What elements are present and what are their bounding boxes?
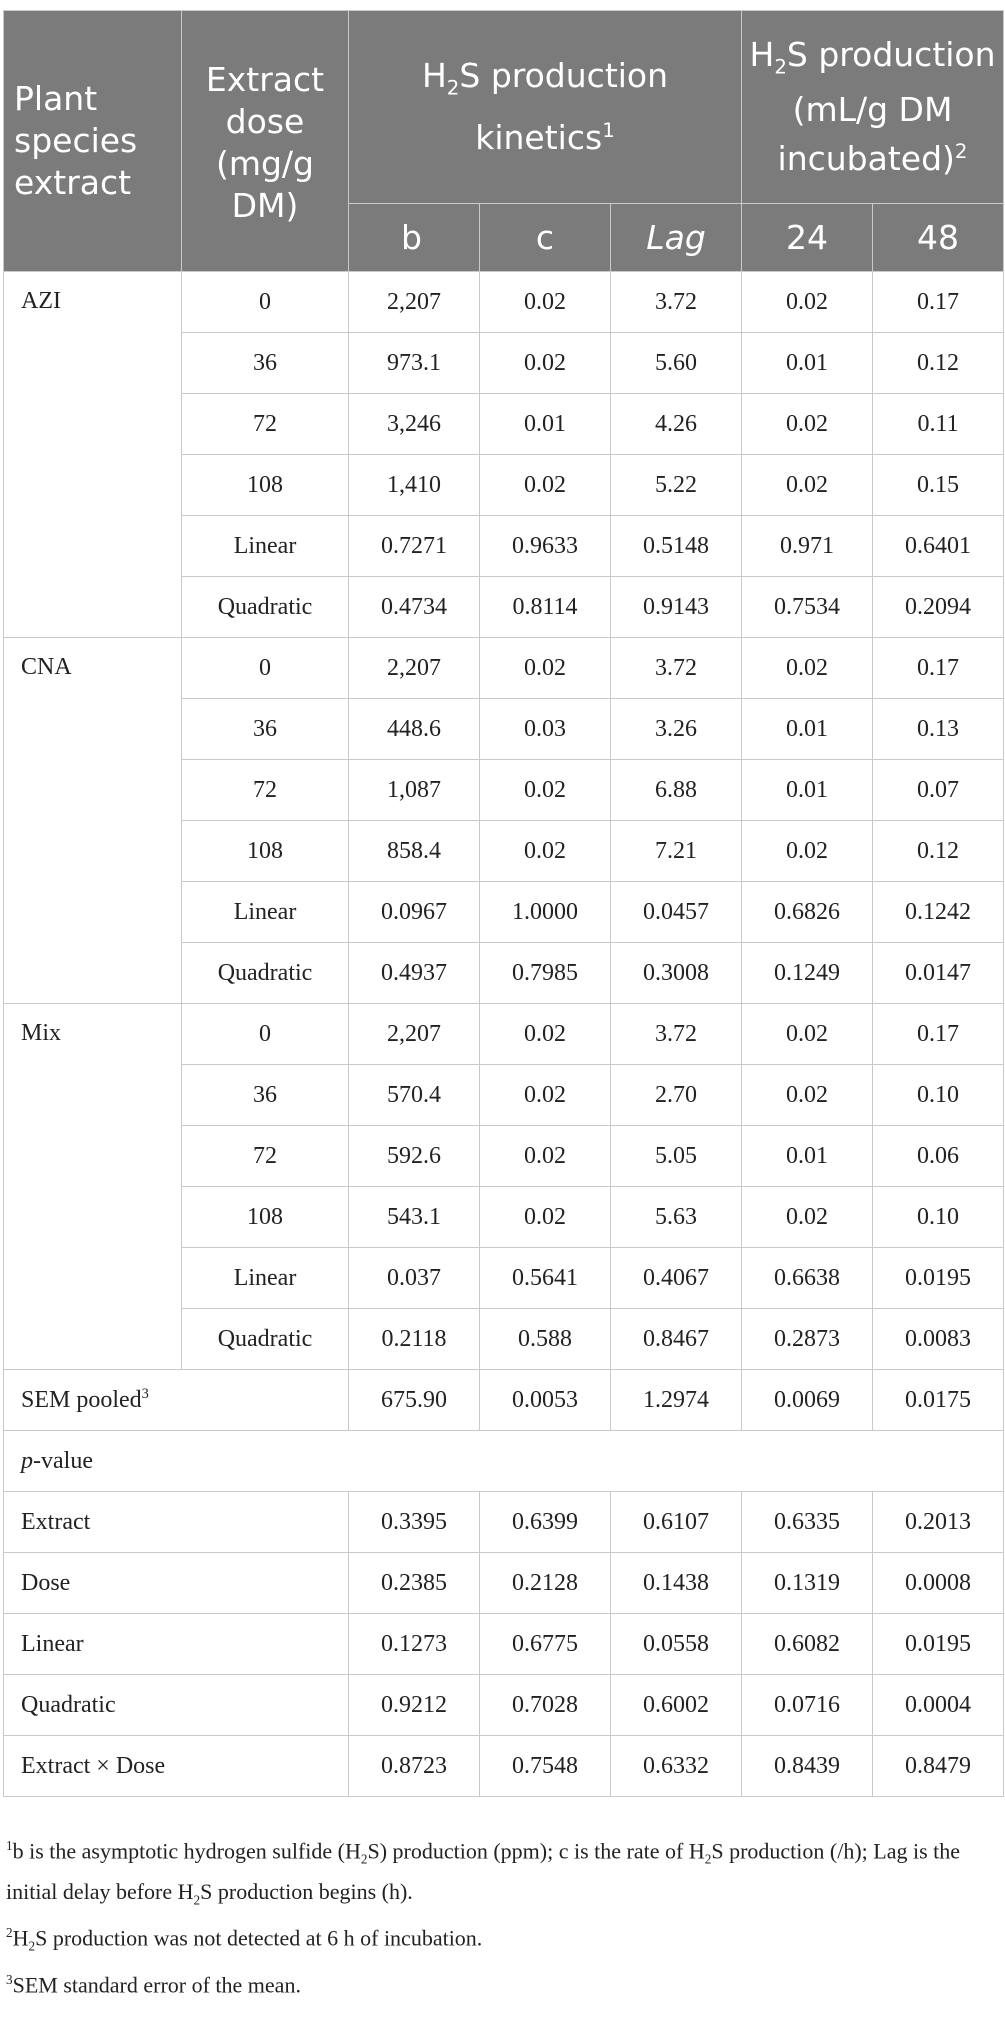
value-cell: 0.9143 [611, 577, 742, 638]
value-cell: 2,207 [349, 638, 480, 699]
value-cell: 858.4 [349, 821, 480, 882]
value-cell: 0.01 [742, 760, 873, 821]
value-cell: 3.72 [611, 1004, 742, 1065]
group-label: CNA [4, 638, 182, 1004]
value-cell: 5.05 [611, 1126, 742, 1187]
value-cell: 0.02 [742, 1065, 873, 1126]
value-cell: 0.7271 [349, 516, 480, 577]
effect-label: Extract [4, 1492, 349, 1553]
value-cell: 0.6335 [742, 1492, 873, 1553]
table-row [4, 1492, 1004, 1553]
value-cell: 0.7548 [480, 1736, 611, 1797]
sem-label-text: SEM pooled [21, 1387, 142, 1413]
value-cell: 0.0716 [742, 1675, 873, 1736]
value-cell: 0.4734 [349, 577, 480, 638]
value-cell: 0.037 [349, 1248, 480, 1309]
value-cell: 0.02 [480, 333, 611, 394]
value-cell: 5.22 [611, 455, 742, 516]
value-cell: 0.7028 [480, 1675, 611, 1736]
table-row [4, 272, 1004, 333]
dose-cell: Quadratic [182, 943, 349, 1004]
value-cell: 0.01 [742, 333, 873, 394]
dose-cell: Linear [182, 516, 349, 577]
value-cell: 1.0000 [480, 882, 611, 943]
value-cell: 0.02 [742, 638, 873, 699]
value-cell: 0.9212 [349, 1675, 480, 1736]
value-cell: 0.17 [873, 638, 1004, 699]
value-cell: 0.17 [873, 1004, 1004, 1065]
value-cell: 3.26 [611, 699, 742, 760]
header-production: $H_2S$ production (mL/g DM incubated)$^2$ [742, 11, 1004, 204]
value-cell: 1,410 [349, 455, 480, 516]
value-cell: 2.70 [611, 1065, 742, 1126]
value-cell: 0.9633 [480, 516, 611, 577]
value-cell: 592.6 [349, 1126, 480, 1187]
pvalue-italic: p [21, 1447, 33, 1474]
value-cell: 0.8467 [611, 1309, 742, 1370]
table-row [4, 1736, 1004, 1797]
footnote-1: $^1$b is the asymptotic hydrogen sulfide $(H_2S)$ production (ppm); c is the rate of $H_2S$ production (/h); Lag is the initial delay before $H_2S$ production begins (h). [6, 1838, 961, 1908]
value-cell: 0.7534 [742, 577, 873, 638]
header-plant-species: Plant species extract [4, 11, 182, 272]
sem-sup: 3 [141, 1386, 149, 1402]
header-extract-dose: Extract dose (mg/g DM) [182, 11, 349, 272]
effect-label: Quadratic [4, 1675, 349, 1736]
value-cell: 0.01 [742, 1126, 873, 1187]
value-cell: 0.6775 [480, 1614, 611, 1675]
value-cell: 0.02 [742, 455, 873, 516]
value-cell: 0.8439 [742, 1736, 873, 1797]
value-cell: 0.1273 [349, 1614, 480, 1675]
value-cell: 0.0195 [873, 1614, 1004, 1675]
dose-cell: 108 [182, 1187, 349, 1248]
value-cell: 0.3395 [349, 1492, 480, 1553]
value-cell: 0.02 [742, 1004, 873, 1065]
value-cell: 0.8114 [480, 577, 611, 638]
table-row [4, 638, 1004, 699]
dose-cell: 36 [182, 1065, 349, 1126]
value-cell: 0.0558 [611, 1614, 742, 1675]
pvalue-rest: -value [33, 1447, 93, 1474]
value-cell: 0.17 [873, 272, 1004, 333]
value-cell: 0.0967 [349, 882, 480, 943]
header-24: 24 [742, 204, 873, 272]
footnotes [6, 1830, 1001, 2002]
group-label: Mix [4, 1004, 182, 1370]
dose-cell: Quadratic [182, 577, 349, 638]
value-cell: 5.63 [611, 1187, 742, 1248]
pvalue-label [4, 1431, 1004, 1492]
effect-label: Linear [4, 1614, 349, 1675]
value-cell: 0.10 [873, 1187, 1004, 1248]
dose-cell: 108 [182, 455, 349, 516]
table-row [4, 1553, 1004, 1614]
value-cell: 0.02 [480, 638, 611, 699]
value-cell: 3.72 [611, 638, 742, 699]
value-cell: 1.2974 [611, 1370, 742, 1431]
footnote-3: $^3$SEM standard error of the mean. [6, 1971, 301, 1998]
value-cell: 0.0083 [873, 1309, 1004, 1370]
dose-cell: Linear [182, 1248, 349, 1309]
header-b: b [349, 204, 480, 272]
dose-cell: 0 [182, 638, 349, 699]
value-cell: 0.02 [742, 272, 873, 333]
value-cell: 0.01 [742, 699, 873, 760]
value-cell: 0.2013 [873, 1492, 1004, 1553]
group-label: AZI [4, 272, 182, 638]
value-cell: 0.3008 [611, 943, 742, 1004]
value-cell: 543.1 [349, 1187, 480, 1248]
value-cell: 0.0053 [480, 1370, 611, 1431]
value-cell: 0.10 [873, 1065, 1004, 1126]
value-cell: 0.06 [873, 1126, 1004, 1187]
value-cell: 0.8723 [349, 1736, 480, 1797]
dose-cell: 36 [182, 333, 349, 394]
value-cell: 0.2128 [480, 1553, 611, 1614]
dose-cell: Quadratic [182, 1309, 349, 1370]
value-cell: 0.6401 [873, 516, 1004, 577]
dose-cell: 0 [182, 272, 349, 333]
value-cell: 7.21 [611, 821, 742, 882]
value-cell: 0.5148 [611, 516, 742, 577]
header-kinetics: $H_2S$ production kinetics$^1$ [349, 11, 742, 204]
value-cell: 0.7985 [480, 943, 611, 1004]
dose-cell: 72 [182, 394, 349, 455]
dose-cell: Linear [182, 882, 349, 943]
value-cell: 6.88 [611, 760, 742, 821]
effect-label: Dose [4, 1553, 349, 1614]
value-cell: 0.8479 [873, 1736, 1004, 1797]
value-cell: 1,087 [349, 760, 480, 821]
h2s-production-table [3, 10, 1004, 1797]
value-cell: 0.1249 [742, 943, 873, 1004]
value-cell: 5.60 [611, 333, 742, 394]
value-cell: 0.15 [873, 455, 1004, 516]
value-cell: 0.02 [480, 455, 611, 516]
value-cell: 0.13 [873, 699, 1004, 760]
value-cell: 0.2094 [873, 577, 1004, 638]
value-cell: 0.5641 [480, 1248, 611, 1309]
dose-cell: 72 [182, 760, 349, 821]
value-cell: 0.02 [480, 1187, 611, 1248]
value-cell: 973.1 [349, 333, 480, 394]
value-cell: 0.12 [873, 821, 1004, 882]
value-cell: 0.02 [742, 1187, 873, 1248]
footnote-2: $^2H_2S$ production was not detected at 6 h of incubation. [6, 1925, 483, 1954]
value-cell: 675.90 [349, 1370, 480, 1431]
sem-row [4, 1370, 1004, 1431]
value-cell: 0.2873 [742, 1309, 873, 1370]
value-cell: 0.6826 [742, 882, 873, 943]
value-cell: 0.0004 [873, 1675, 1004, 1736]
value-cell: 0.02 [480, 1004, 611, 1065]
value-cell: 2,207 [349, 272, 480, 333]
value-cell: 0.1319 [742, 1553, 873, 1614]
value-cell: 0.0175 [873, 1370, 1004, 1431]
value-cell: 448.6 [349, 699, 480, 760]
dose-cell: 0 [182, 1004, 349, 1065]
dose-cell: 36 [182, 699, 349, 760]
value-cell: 0.971 [742, 516, 873, 577]
value-cell: 0.588 [480, 1309, 611, 1370]
table-body [4, 272, 1004, 1797]
dose-cell: 72 [182, 1126, 349, 1187]
value-cell: 0.0008 [873, 1553, 1004, 1614]
value-cell: 0.02 [742, 394, 873, 455]
header-48: 48 [873, 204, 1004, 272]
value-cell: 3.72 [611, 272, 742, 333]
effect-label: Extract × Dose [4, 1736, 349, 1797]
value-cell: 0.6638 [742, 1248, 873, 1309]
value-cell: 0.6332 [611, 1736, 742, 1797]
dose-cell: 108 [182, 821, 349, 882]
value-cell: 0.6002 [611, 1675, 742, 1736]
value-cell: 0.02 [480, 1065, 611, 1126]
value-cell: 0.11 [873, 394, 1004, 455]
value-cell: 0.4937 [349, 943, 480, 1004]
value-cell: 0.07 [873, 760, 1004, 821]
value-cell: 0.02 [480, 272, 611, 333]
value-cell: 0.02 [480, 760, 611, 821]
value-cell: 0.6107 [611, 1492, 742, 1553]
value-cell: 0.1242 [873, 882, 1004, 943]
header-lag: Lag [611, 204, 742, 272]
pvalue-row [4, 1431, 1004, 1492]
value-cell: 0.01 [480, 394, 611, 455]
value-cell: 0.02 [742, 821, 873, 882]
value-cell: 0.0457 [611, 882, 742, 943]
sem-label [4, 1370, 349, 1431]
value-cell: 3,246 [349, 394, 480, 455]
value-cell: 0.02 [480, 821, 611, 882]
table-row [4, 1675, 1004, 1736]
value-cell: 0.0147 [873, 943, 1004, 1004]
value-cell: 0.6399 [480, 1492, 611, 1553]
value-cell: 0.1438 [611, 1553, 742, 1614]
table-row [4, 1614, 1004, 1675]
value-cell: 0.12 [873, 333, 1004, 394]
value-cell: 570.4 [349, 1065, 480, 1126]
value-cell: 0.2385 [349, 1553, 480, 1614]
value-cell: 0.2118 [349, 1309, 480, 1370]
table-row [4, 1004, 1004, 1065]
value-cell: 2,207 [349, 1004, 480, 1065]
value-cell: 0.0069 [742, 1370, 873, 1431]
value-cell: 0.0195 [873, 1248, 1004, 1309]
value-cell: 0.02 [480, 1126, 611, 1187]
value-cell: 0.4067 [611, 1248, 742, 1309]
value-cell: 0.6082 [742, 1614, 873, 1675]
value-cell: 0.03 [480, 699, 611, 760]
header-c: c [480, 204, 611, 272]
value-cell: 4.26 [611, 394, 742, 455]
